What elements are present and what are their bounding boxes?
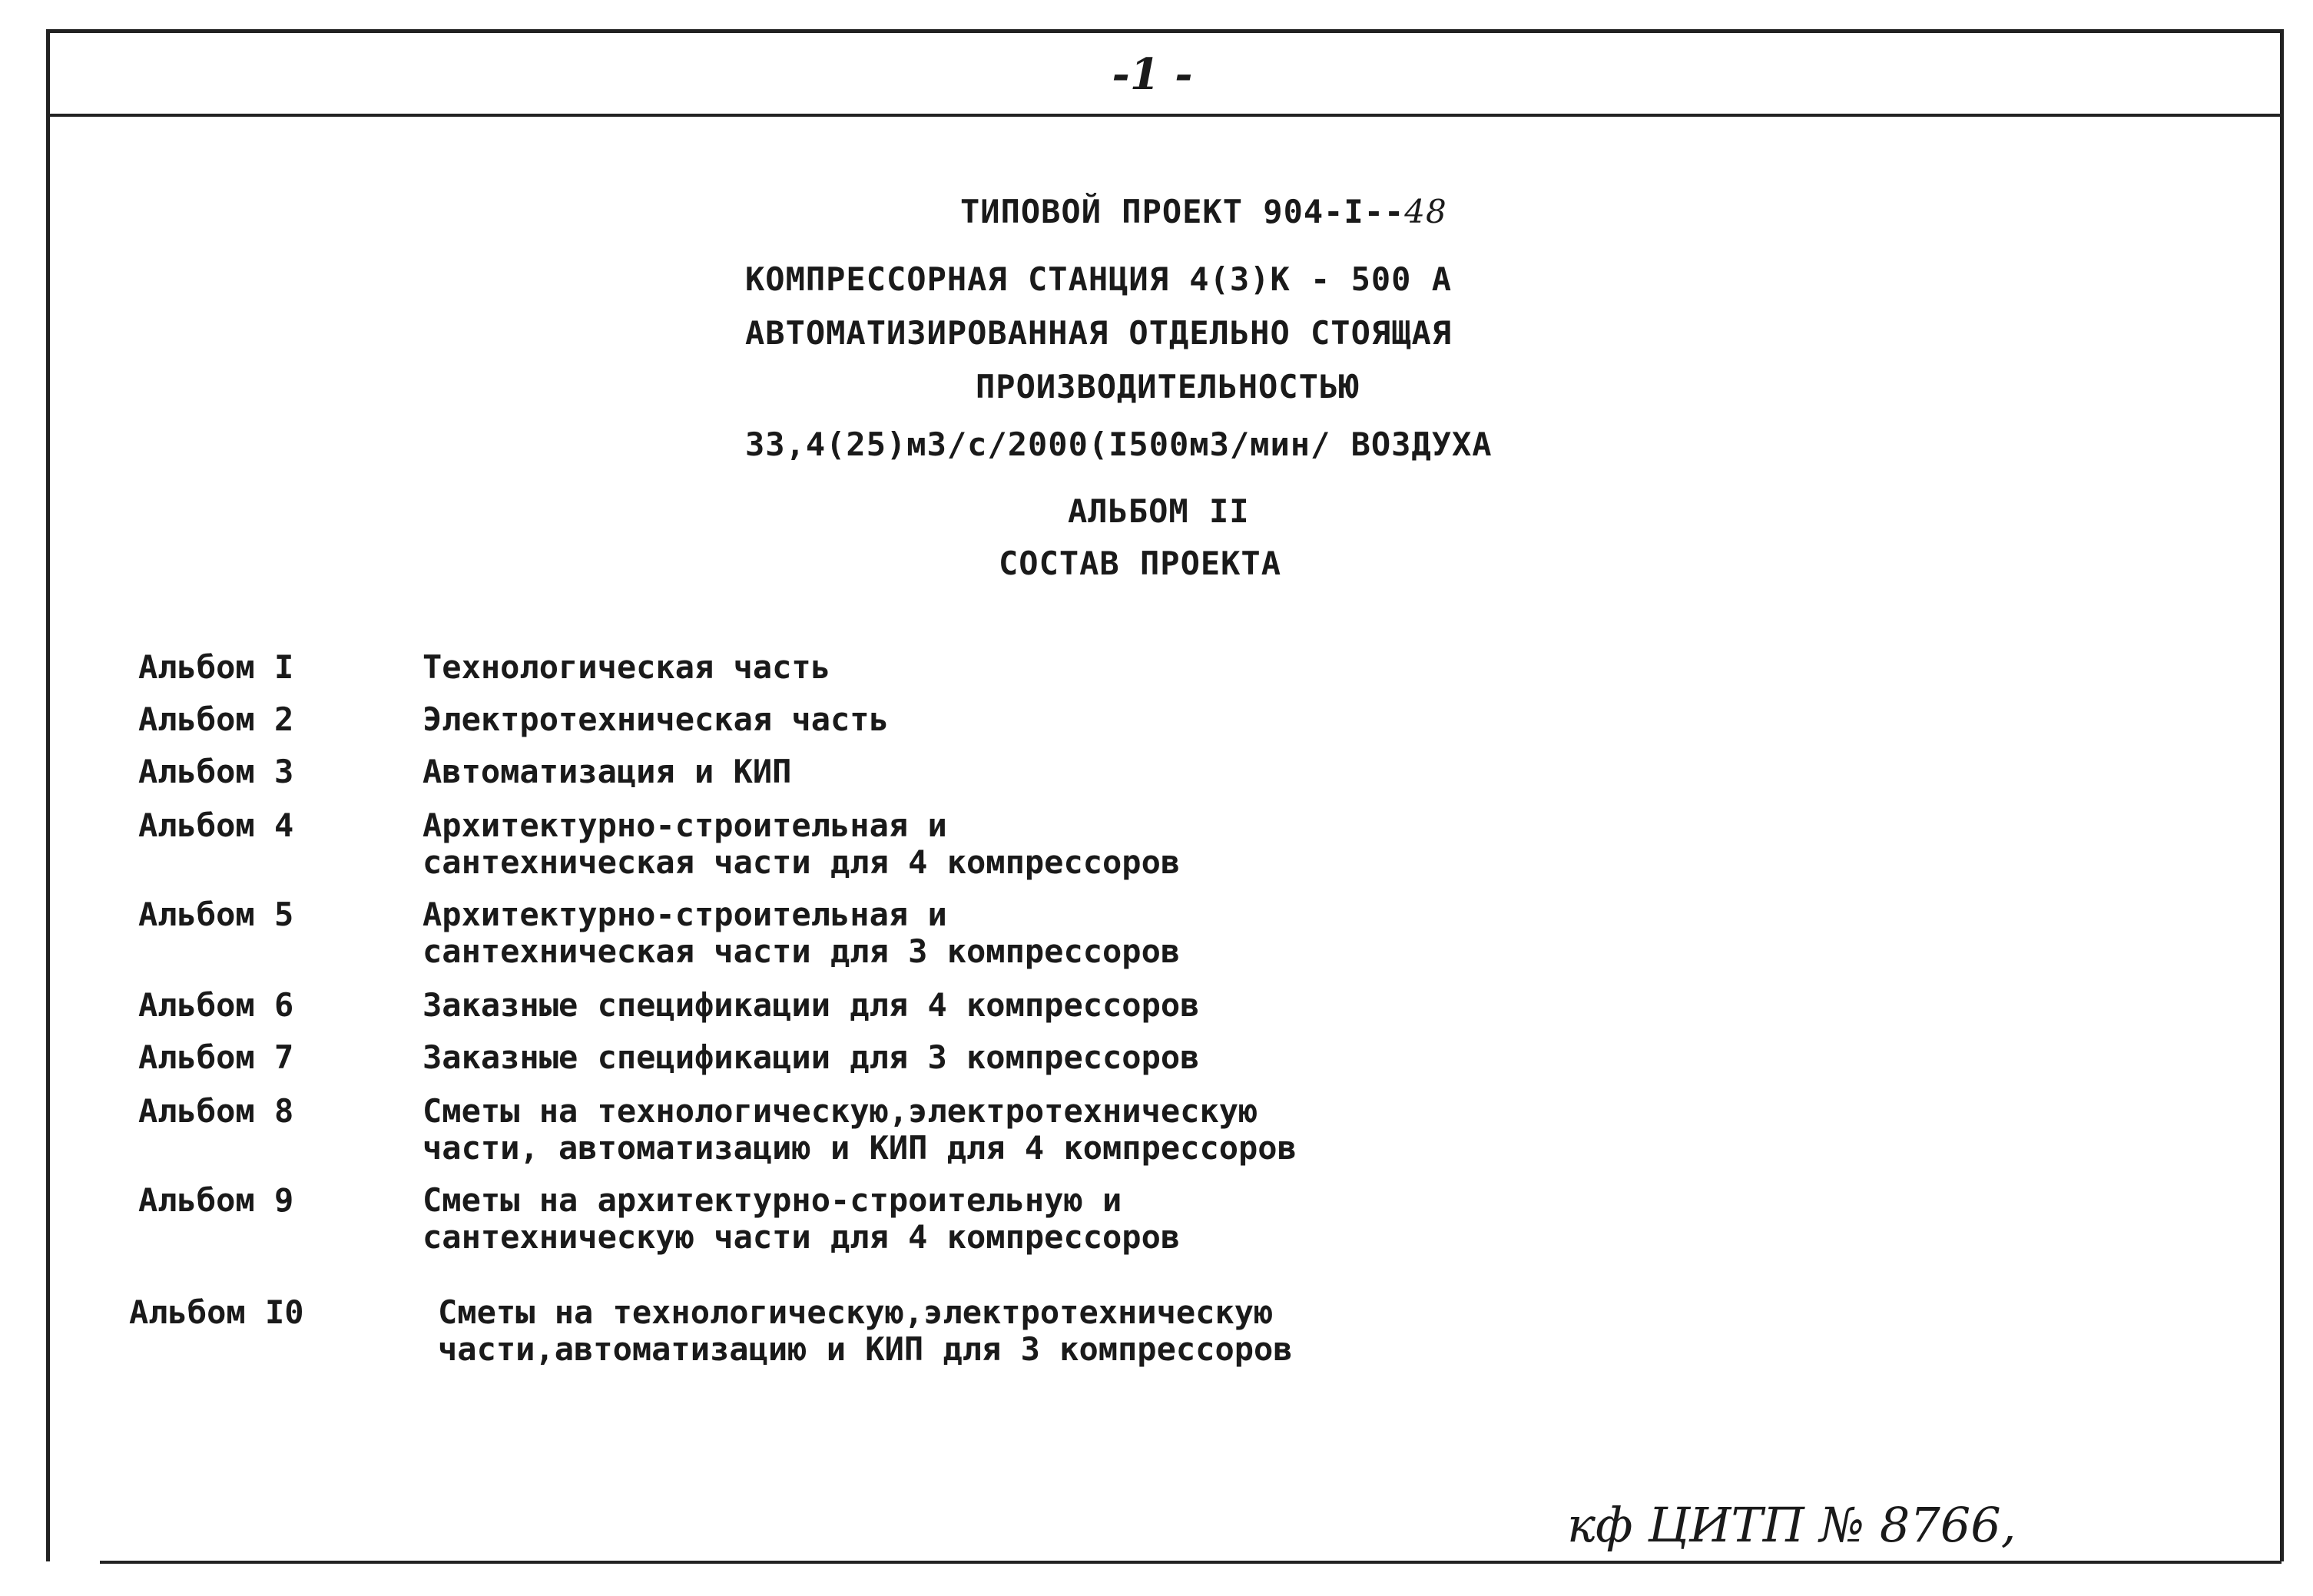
- project-number-handwritten: 48: [1404, 193, 1447, 230]
- album-description: [423, 701, 1805, 738]
- album-label: Альбом 5: [138, 896, 294, 933]
- album-label: Альбом I0: [129, 1293, 304, 1331]
- album-label: Альбом 7: [138, 1038, 294, 1076]
- album-description: [423, 1093, 1805, 1167]
- album-description-line: части,автоматизацию и КИП для 3 компрессоров: [438, 1330, 1293, 1368]
- album-description: [423, 649, 1805, 686]
- album-description-line: Заказные спецификации для 3 компрессоров: [423, 1038, 1200, 1076]
- header-divider-line: [48, 114, 2283, 117]
- archive-stamp-handwritten: кф ЦИТП № 8766,: [1567, 1497, 2016, 1553]
- album-description-line: части, автоматизацию и КИП для 4 компрессоров: [423, 1129, 1297, 1167]
- frame-left-line: [46, 29, 50, 1561]
- page-number: -1 -: [1112, 49, 1193, 100]
- album-description: [423, 807, 1805, 881]
- album-description: [423, 896, 1805, 970]
- album-description-line: Сметы на технологическую,электротехническую: [423, 1092, 1258, 1130]
- project-number-line: [960, 192, 1447, 232]
- album-description-line: Электротехническая часть: [423, 700, 889, 738]
- album-description: [438, 1294, 1821, 1368]
- album-label: Альбом 6: [138, 986, 294, 1024]
- album-description-line: сантехническую части для 4 компрессоров: [423, 1218, 1181, 1256]
- album-label: Альбом 3: [138, 753, 294, 790]
- album-description: [423, 1039, 1805, 1076]
- album-label: Альбом 4: [138, 806, 294, 844]
- album-label: Альбом 2: [138, 700, 294, 738]
- frame-right-line: [2280, 29, 2284, 1561]
- album-description-line: сантехническая части для 3 компрессоров: [423, 932, 1181, 970]
- album-description-line: Технологическая часть: [423, 648, 831, 686]
- album-description-line: Заказные спецификации для 4 компрессоров: [423, 986, 1200, 1024]
- album-label: Альбом 9: [138, 1181, 294, 1219]
- capacity-heading: ПРОИЗВОДИТЕЛЬНОСТЬЮ: [976, 368, 1360, 406]
- station-subtitle: АВТОМАТИЗИРОВАННАЯ ОТДЕЛЬНО СТОЯЩАЯ: [745, 314, 1453, 352]
- station-title: КОМПРЕССОРНАЯ СТАНЦИЯ 4(3)К - 500 А: [745, 260, 1453, 298]
- frame-bottom-line: [100, 1561, 2282, 1564]
- album-number: АЛЬБОМ II: [1068, 492, 1250, 530]
- album-description: [423, 1182, 1805, 1256]
- album-label: Альбом 8: [138, 1092, 294, 1130]
- album-description-line: Сметы на технологическую,электротехническую: [438, 1293, 1274, 1331]
- frame-top-line: [48, 29, 2283, 33]
- album-description-line: сантехническая части для 4 компрессоров: [423, 843, 1181, 881]
- album-description-line: Архитектурно-строительная и: [423, 806, 947, 844]
- section-title: СОСТАВ ПРОЕКТА: [999, 545, 1282, 582]
- album-description: [423, 753, 1805, 790]
- album-description-line: Архитектурно-строительная и: [423, 896, 947, 933]
- album-description-line: Автоматизация и КИП: [423, 753, 792, 790]
- album-label: Альбом I: [138, 648, 294, 686]
- album-description-line: Сметы на архитектурно-строительную и: [423, 1181, 1122, 1219]
- project-number-prefix: ТИПОВОЙ ПРОЕКТ 904-I--: [960, 193, 1405, 230]
- capacity-value: 33,4(25)м3/с/2000(I500м3/мин/ ВОЗДУХА: [745, 425, 1493, 463]
- album-description: [423, 987, 1805, 1024]
